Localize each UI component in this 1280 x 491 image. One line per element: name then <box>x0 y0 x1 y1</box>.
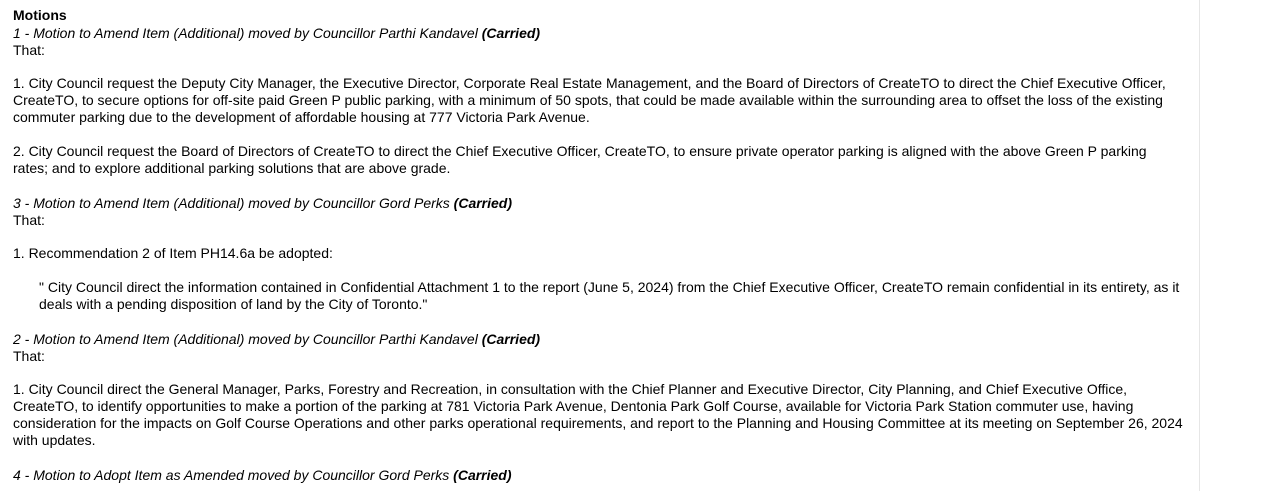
motion-title-text: 3 - Motion to Amend Item (Additional) moved by Councillor Gord Perks <box>13 195 450 211</box>
motion-title <box>13 330 1183 348</box>
motions-section <box>13 6 1183 484</box>
motion-1 <box>13 24 1183 177</box>
motion-status: (Carried) <box>481 25 541 41</box>
motion-title <box>13 24 1183 42</box>
motion-title-text: 4 - Motion to Adopt Item as Amended moved by Councillor Gord Perks <box>13 467 450 483</box>
motion-title-text: 1 - Motion to Amend Item (Additional) moved by Councillor Parthi Kandavel <box>13 25 478 41</box>
motion-status: (Carried) <box>481 331 541 347</box>
motion-paragraph: 2. City Council request the Board of Directors of CreateTO to direct the Chief Executive Officer, CreateTO, to ensure private operator parking is aligned with the above Green P parking rates; and to explore additional parking solutions that are above grade. <box>13 143 1147 176</box>
motion-that: That: <box>13 212 45 228</box>
motion-that: That: <box>13 348 45 364</box>
motion-status: (Carried) <box>453 195 513 211</box>
motion-paragraph: 1. City Council direct the General Manager, Parks, Forestry and Recreation, in consultation with the Chief Planner and Executive Director, City Planning, and Chief Executive Office, CreateTO, to identify opportunities to make a portion of the parking at 781 Victoria Park Avenue, Dentonia Park Golf Course, available for Victoria Park Station commuter use, having consideration for the impacts on Golf Course Operations and other parks operational requirements, and report to the Planning and Housing Committee at its meeting on September 26, 2024 with updates. <box>13 381 1183 448</box>
motion-paragraph: 1. Recommendation 2 of Item PH14.6a be adopted: <box>13 245 333 261</box>
motion-title <box>13 194 1183 212</box>
motion-2 <box>13 330 1183 449</box>
motion-that: That: <box>13 42 45 58</box>
motion-quote: " City Council direct the information contained in Confidential Attachment 1 to the report (June 5, 2024) from the Chief Executive Officer, CreateTO remain confidential in its entirety, as it deals with a pending disposition of land by the City of Toronto." <box>39 279 1180 312</box>
motion-4 <box>13 466 1183 484</box>
motion-3 <box>13 194 1183 313</box>
page-divider <box>1199 0 1200 491</box>
motion-paragraph: 1. City Council request the Deputy City Manager, the Executive Director, Corporate Real Estate Management, and the Board of Directors of CreateTO to direct the Chief Executive Officer, CreateTO, to secure options for off-site paid Green P public parking, with a minimum of 50 spots, that could be made available within the surrounding area to offset the loss of the existing commuter parking due to the development of affordable housing at 777 Victoria Park Avenue. <box>13 75 1166 125</box>
motion-status: (Carried) <box>453 467 512 483</box>
motion-title-text: 2 - Motion to Amend Item (Additional) moved by Councillor Parthi Kandavel <box>13 331 478 347</box>
motion-title <box>13 466 1183 484</box>
section-heading: Motions <box>13 7 67 23</box>
